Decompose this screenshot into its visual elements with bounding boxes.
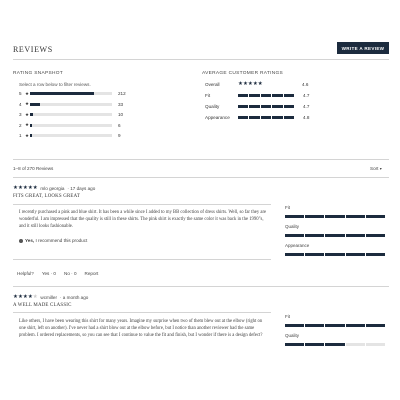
subrating-quality (285, 333, 395, 346)
subrating-bar-segment (346, 324, 365, 327)
average-label: Fit (205, 92, 211, 98)
snapshot-count: 33 (118, 101, 124, 107)
subrating-bar-segment (325, 215, 344, 218)
star-icon: ★ (247, 81, 253, 87)
subrating-bar-segment (366, 324, 385, 327)
subrating-label: Quality (285, 224, 300, 229)
subrating-bar-segment (325, 253, 344, 256)
star-icon: ★ (257, 81, 263, 87)
subrating-bar (285, 215, 395, 218)
report-link[interactable]: Report (84, 271, 99, 276)
snapshot-row-4-star[interactable] (19, 102, 134, 107)
snapshot-row-2-star[interactable] (19, 123, 134, 128)
snapshot-bar-fill (30, 134, 32, 137)
review-rating-stars (13, 185, 37, 191)
snapshot-star-number: 2 (19, 122, 22, 128)
star-icon: ★ (25, 101, 29, 106)
average-bar (238, 116, 294, 119)
average-bar-segment (272, 94, 282, 97)
average-bar-segment (238, 94, 248, 97)
snapshot-count: 9 (118, 133, 121, 138)
review-age: · 17 days ago (67, 185, 96, 191)
average-label: Quality (205, 103, 220, 109)
helpful-no-button[interactable]: No · 0 (64, 271, 77, 276)
average-value: 4.8 (303, 114, 310, 120)
review-title: A WELL MADE CLASSIC (13, 303, 72, 308)
review-author[interactable]: mlo georgia (40, 185, 65, 191)
review-author[interactable]: wcmiller (40, 294, 57, 300)
average-row-fit (205, 92, 315, 98)
subrating-bar-segment (285, 343, 304, 346)
average-bar-segment (272, 116, 282, 119)
average-bar-segment (249, 94, 259, 97)
subrating-bar-segment (285, 324, 304, 327)
subrating-bar-segment (366, 234, 385, 237)
recommend-yes: Yes, (25, 238, 35, 243)
snapshot-bar-fill (30, 103, 40, 106)
snapshot-bar-track (30, 92, 112, 95)
subrating-bar (285, 234, 395, 237)
subrating-label: Fit (285, 205, 290, 210)
average-bar-segment (284, 105, 294, 108)
overall-stars (238, 81, 293, 87)
subrating-bar-segment (285, 234, 304, 237)
subrating-label: Appearance (285, 243, 310, 248)
rating-snapshot-title: RATING SNAPSHOT (13, 71, 63, 76)
star-icon: ★ (27, 185, 33, 191)
reviews-title: REVIEWS (13, 45, 53, 54)
average-value: 4.7 (303, 103, 310, 109)
star-icon: ★ (242, 81, 248, 87)
average-bar-segment (284, 116, 294, 119)
star-icon: ★ (238, 81, 243, 87)
star-icon: ★ (25, 122, 29, 127)
snapshot-row-5-star[interactable] (19, 91, 134, 96)
average-bar-segment (284, 94, 294, 97)
star-icon: ★ (17, 185, 23, 191)
snapshot-count: 212 (118, 91, 126, 96)
snapshot-bar-track (30, 124, 112, 127)
average-bar-segment (261, 116, 271, 119)
star-icon: ★ (32, 294, 38, 300)
star-icon: ★ (25, 90, 29, 96)
review-title-divider (13, 312, 271, 313)
subrating-label: Quality (285, 333, 300, 338)
subrating-bar-segment (366, 343, 385, 346)
sort-dropdown[interactable] (370, 166, 382, 171)
average-label: Overall (205, 81, 220, 87)
subrating-label: Fit (285, 314, 290, 319)
snapshot-count: 6 (118, 122, 121, 128)
review-item (13, 183, 389, 288)
review-age: · a month ago (59, 294, 89, 300)
average-row-quality (205, 103, 315, 109)
star-icon: ★ (13, 294, 18, 300)
subrating-appearance (285, 243, 395, 256)
subrating-bar (285, 343, 395, 346)
average-label: Appearance (205, 114, 230, 120)
average-bar-segment (261, 105, 271, 108)
average-ratings-title: AVERAGE CUSTOMER RATINGS (202, 71, 284, 76)
subrating-bar (285, 253, 395, 256)
subrating-bar-segment (325, 234, 344, 237)
review-body: Like others, I have been wearing this shirt for many years. Imagine my surprise when two of them blew out at the elbow (right on one shirt, left on another). I've never had a shirt blow out at the elbow before, but I notice than another reviewer had the same problem. I ordered replacements, so you can see that I continue to value the fit and finish, but I wonder if there is a design defect? (19, 319, 263, 338)
review-rating-stars (13, 294, 37, 300)
snapshot-bar-track (30, 134, 112, 137)
subrating-bar-segment (285, 215, 304, 218)
subrating-bar (285, 324, 395, 327)
snapshot-bar-track (30, 103, 112, 106)
review-title-divider (13, 204, 271, 205)
subrating-bar-segment (366, 215, 385, 218)
star-icon: ★ (32, 185, 38, 191)
subrating-bar-segment (305, 343, 324, 346)
snapshot-star-number: 3 (19, 112, 22, 117)
header-divider (13, 59, 389, 60)
snapshot-count: 10 (118, 112, 124, 117)
subrating-fit (285, 205, 395, 218)
star-icon: ★ (17, 294, 23, 300)
subrating-bar-segment (346, 253, 365, 256)
average-row-appearance (205, 114, 315, 120)
snapshot-star-number: 4 (19, 101, 22, 107)
average-bar-segment (261, 94, 271, 97)
subrating-bar-segment (325, 324, 344, 327)
snapshot-bar-fill (30, 113, 33, 116)
average-bar (238, 105, 294, 108)
filter-hint: Select a row below to filter reviews. (19, 82, 91, 87)
snapshot-row-1-star[interactable] (19, 133, 134, 138)
review-body: I recently purchased a pink and blue shirt. It has been a while since I added to my BB collection of dress shirts. Well, so far they are wonderful. I am impressed that the quality is still in these shirts. The pink shirt is exactly the same color it was back in the 1990"s, and it still looks fashionable. (19, 210, 267, 229)
subrating-bar-segment (285, 253, 304, 256)
recommend-line (19, 238, 87, 243)
average-row-overall (205, 81, 315, 87)
review-item (13, 293, 389, 400)
subrating-bar-segment (346, 215, 365, 218)
star-icon: ★ (25, 132, 29, 138)
average-value: 4.6 (302, 81, 309, 87)
subrating-bar-segment (366, 253, 385, 256)
review-helpful-divider (13, 259, 271, 260)
summary-divider-top (13, 159, 389, 160)
average-bar-segment (238, 116, 248, 119)
subrating-bar-segment (305, 215, 324, 218)
review-title: FITS GREAT, LOOKS GREAT (13, 194, 81, 199)
average-bar-segment (272, 105, 282, 108)
snapshot-row-3-star[interactable] (19, 112, 134, 117)
star-icon: ★ (22, 294, 28, 300)
check-circle-icon (19, 239, 23, 243)
subrating-bar-segment (346, 343, 365, 346)
star-icon: ★ (25, 111, 29, 117)
star-icon: ★ (27, 294, 33, 300)
average-bar-segment (238, 105, 248, 108)
snapshot-star-number: 1 (19, 133, 22, 138)
average-bar-segment (249, 116, 259, 119)
recommend-text: I recommend this product (35, 238, 88, 243)
subrating-bar-segment (346, 234, 365, 237)
star-icon: ★ (252, 81, 258, 87)
subrating-bar-segment (325, 343, 344, 346)
helpful-yes-button[interactable]: Yes · 0 (41, 271, 56, 276)
reviews-count: 1–8 of 270 Reviews (13, 166, 54, 171)
average-bar (238, 94, 294, 97)
chevron-down-icon: ▾ (379, 166, 382, 171)
summary-divider-bottom (13, 177, 389, 178)
subrating-fit (285, 314, 395, 327)
helpful-label: Helpful? (17, 271, 34, 276)
subrating-bar-segment (305, 253, 324, 256)
snapshot-bar-fill (30, 92, 94, 95)
helpful-row (17, 271, 98, 276)
snapshot-bar-fill (30, 124, 32, 127)
subrating-quality (285, 224, 395, 237)
star-icon: ★ (22, 185, 28, 191)
average-value: 4.7 (303, 92, 310, 98)
sort-label: Sort (370, 166, 379, 171)
star-icon: ★ (13, 185, 18, 191)
review-divider (13, 286, 389, 287)
snapshot-bar-track (30, 113, 112, 116)
snapshot-star-number: 5 (19, 91, 22, 96)
subrating-bar-segment (305, 234, 324, 237)
subrating-bar-segment (305, 324, 324, 327)
average-bar-segment (249, 105, 259, 108)
write-review-button[interactable]: WRITE A REVIEW (337, 42, 389, 54)
